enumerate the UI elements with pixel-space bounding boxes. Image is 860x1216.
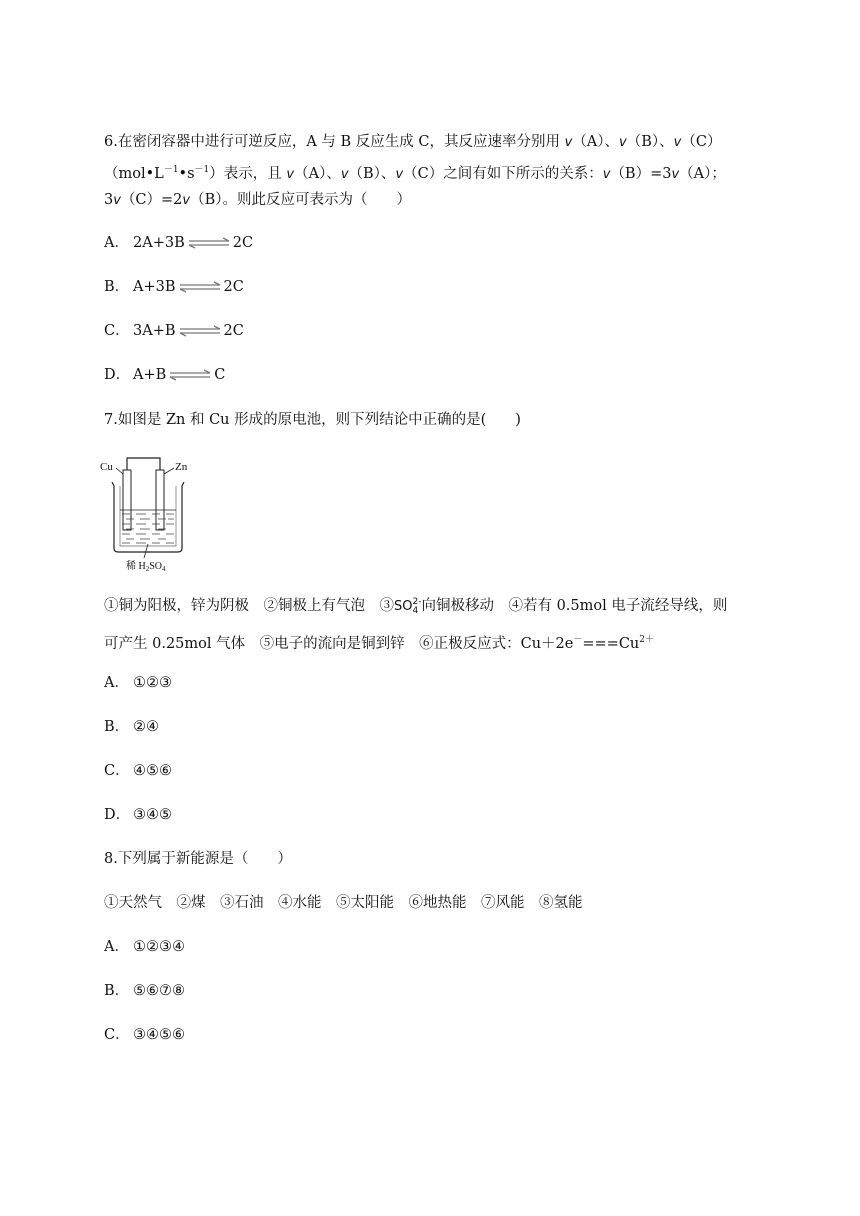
q6-option-c[interactable] bbox=[104, 321, 244, 341]
superscript: 2＋ bbox=[639, 635, 654, 645]
q6-text: （C） bbox=[681, 134, 722, 150]
option-text: ②④ bbox=[133, 719, 159, 735]
option-label: C． bbox=[104, 763, 130, 779]
q6-text: ）表示，且 bbox=[209, 166, 287, 182]
q6-text: （C）=2 bbox=[120, 192, 183, 208]
option-text: ①②③ bbox=[133, 675, 172, 691]
q6-text: 3 bbox=[104, 192, 114, 208]
reversible-arrow-icon bbox=[178, 281, 222, 293]
q6-text: （A）、 bbox=[572, 134, 620, 150]
reactants: 2A+3B bbox=[133, 235, 185, 251]
q7-statements-line-2 bbox=[104, 630, 654, 654]
q6-stem-line-1 bbox=[104, 132, 721, 153]
rate-symbol: v bbox=[602, 167, 611, 182]
galvanic-cell-diagram bbox=[100, 452, 200, 574]
q7-text: 7.如图是 Zn 和 Cu 形成的原电池，则下列结论中正确的是( ) bbox=[104, 412, 521, 428]
rate-symbol: v bbox=[673, 135, 682, 150]
q6-text: （B）、 bbox=[626, 134, 674, 150]
option-label: A． bbox=[104, 675, 129, 691]
superscript: －1 bbox=[163, 165, 179, 175]
option-label: B． bbox=[104, 983, 130, 999]
q6-text: （B）=3 bbox=[610, 166, 672, 182]
q6-text: •s bbox=[178, 166, 195, 182]
q6-text: （mol•L bbox=[104, 166, 164, 182]
q6-stem-line-2 bbox=[104, 160, 726, 185]
q7-text: 可产生 0.25mol 气体 ⑤电子的流向是铜到锌 ⑥正极反应式：Cu＋2e bbox=[104, 636, 574, 652]
q7-option-a[interactable] bbox=[104, 673, 172, 693]
q6-text: （B）、 bbox=[348, 166, 396, 182]
option-label: C． bbox=[104, 1027, 130, 1043]
q7-text: ===Cu bbox=[582, 636, 640, 652]
reactants: A+B bbox=[133, 367, 167, 383]
q8-text: 8.下列属于新能源是（ ） bbox=[104, 851, 292, 867]
rate-symbol: v bbox=[113, 193, 121, 208]
option-label: D． bbox=[104, 807, 131, 823]
q6-text: （A）、 bbox=[294, 166, 341, 182]
option-label: A． bbox=[104, 235, 129, 251]
superscript: －1 bbox=[194, 165, 210, 175]
products: 2C bbox=[232, 235, 254, 251]
rate-symbol: v bbox=[564, 135, 573, 150]
option-text: ④⑤⑥ bbox=[133, 763, 172, 779]
products: C bbox=[214, 367, 226, 383]
q6-text: 6.在密闭容器中进行可逆反应，A 与 B 反应生成 C，其反应速率分别用 bbox=[104, 134, 565, 150]
option-label: A． bbox=[104, 939, 129, 955]
q8-option-c[interactable] bbox=[104, 1025, 185, 1045]
option-label: B． bbox=[104, 279, 130, 295]
sulfate-ion: SO2- 4 bbox=[394, 596, 422, 616]
rate-symbol: v bbox=[395, 167, 404, 182]
reactants: A+3B bbox=[133, 279, 176, 295]
q6-option-a[interactable] bbox=[104, 233, 253, 253]
q7-option-c[interactable] bbox=[104, 761, 172, 781]
q7-text: ①铜为阳极，锌为阴极 ②铜极上有气泡 ③ bbox=[104, 598, 394, 614]
rate-symbol: v bbox=[286, 167, 295, 182]
rate-symbol: v bbox=[182, 193, 191, 208]
q6-option-d[interactable] bbox=[104, 365, 225, 385]
option-text: ①②③④ bbox=[133, 939, 185, 955]
q6-stem-line-3 bbox=[104, 190, 411, 211]
zn-label: Zn bbox=[175, 461, 188, 473]
rate-symbol: v bbox=[340, 167, 349, 182]
reactants: 3A+B bbox=[133, 323, 176, 339]
q8-stem bbox=[104, 849, 292, 869]
reversible-arrow-icon bbox=[178, 325, 222, 337]
q6-text: （B）。则此反应可表示为（ ） bbox=[190, 192, 412, 208]
q6-text: （C）之间有如下所示的关系： bbox=[403, 166, 603, 182]
rate-symbol: v bbox=[671, 167, 680, 182]
acid-caption: 稀 $H_2SO_4$ bbox=[126, 561, 166, 573]
option-label: D． bbox=[104, 367, 131, 383]
q8-option-a[interactable] bbox=[104, 937, 185, 957]
q6-text: （A）； bbox=[679, 166, 726, 182]
q7-option-b[interactable] bbox=[104, 717, 159, 737]
q8-option-b[interactable] bbox=[104, 981, 185, 1001]
products: 2C bbox=[223, 323, 244, 339]
q7-option-d[interactable] bbox=[104, 805, 172, 825]
q7-text: 向铜极移动 ④若有 0.5mol 电子流经导线，则 bbox=[421, 598, 728, 614]
option-label: C． bbox=[104, 323, 130, 339]
option-text: ⑤⑥⑦⑧ bbox=[133, 983, 185, 999]
q7-statements-line-1 bbox=[104, 596, 727, 617]
option-text: ③④⑤ bbox=[133, 807, 172, 823]
reversible-arrow-icon bbox=[187, 237, 231, 249]
galvanic-cell-figure bbox=[100, 452, 200, 574]
products: 2C bbox=[223, 279, 244, 295]
q6-option-b[interactable] bbox=[104, 277, 244, 297]
option-label: B． bbox=[104, 719, 130, 735]
q8-items bbox=[104, 893, 583, 913]
q8-text: ①天然气 ②煤 ③石油 ④水能 ⑤太阳能 ⑥地热能 ⑦风能 ⑧氢能 bbox=[104, 895, 583, 911]
reversible-arrow-icon bbox=[168, 369, 212, 381]
q7-stem bbox=[104, 410, 521, 430]
cu-label: Cu bbox=[100, 461, 113, 473]
rate-symbol: v bbox=[619, 135, 627, 150]
option-text: ③④⑤⑥ bbox=[133, 1027, 185, 1043]
superscript: － bbox=[573, 635, 583, 645]
